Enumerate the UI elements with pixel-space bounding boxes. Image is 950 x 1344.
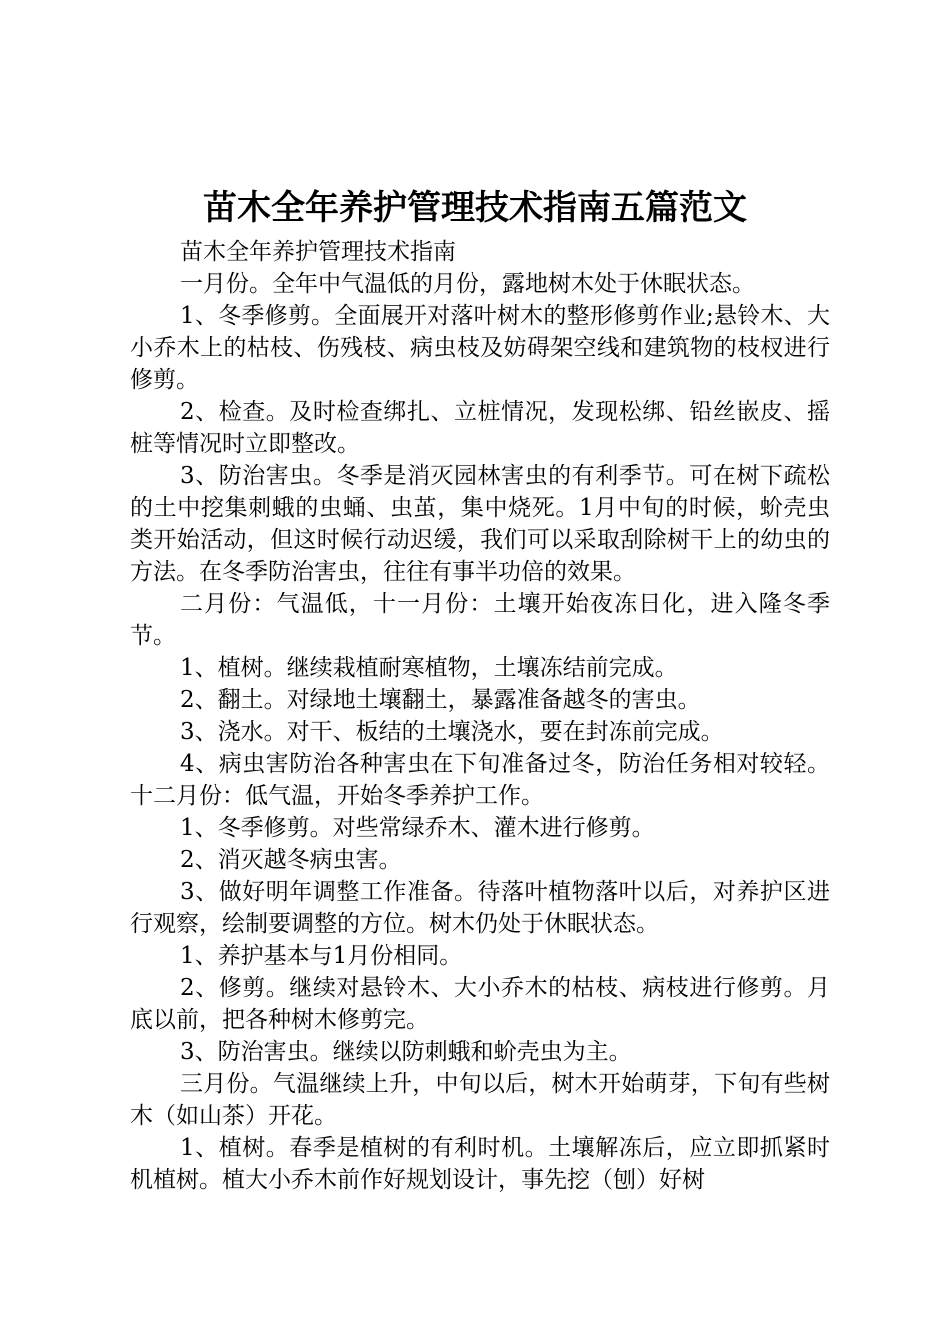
paragraph: 苗木全年养护管理技术指南 [180, 239, 456, 265]
paragraph: 2、翻土。对绿地土壤翻土，暴露准备越冬的害虫。 [180, 687, 701, 713]
paragraph: 二月份：气温低，十一月份：土壤开始夜冻日化，进入隆冬季节。 [130, 591, 830, 649]
paragraph: 1、冬季修剪。对些常绿乔木、灌木进行修剪。 [180, 815, 655, 841]
document-title: 苗木全年养护管理技术指南五篇范文 [203, 188, 747, 228]
paragraph: 2、检查。及时检查绑扎、立桩情况，发现松绑、铅丝嵌皮、摇桩等情况时立即整改。 [130, 399, 830, 457]
paragraph: 4、病虫害防治各种害虫在下旬准备过冬，防治任务相对较轻。十二月份：低气温，开始冬季养护工作。 [130, 751, 830, 809]
paragraph: 一月份。全年中气温低的月份，露地树木处于休眠状态。 [180, 271, 755, 297]
paragraph: 3、防治害虫。冬季是消灭园林害虫的有利季节。可在树下疏松的土中挖集刺蛾的虫蛹、虫茧，集中烧死。1月中旬的时候，蚧壳虫类开始活动，但这时候行动迟缓，我们可以采取刮除树干上的幼虫的方法。在冬季防治害虫，往往有事半功倍的效果。 [130, 463, 830, 585]
paragraph: 三月份。气温继续上升，中旬以后，树木开始萌芽，下旬有些树木（如山茶）开花。 [130, 1071, 830, 1129]
document-body [130, 236, 830, 1196]
paragraph: 3、做好明年调整工作准备。待落叶植物落叶以后，对养护区进行观察，绘制要调整的方位。树木仍处于休眠状态。 [130, 879, 830, 937]
paragraph: 3、防治害虫。继续以防刺蛾和蚧壳虫为主。 [180, 1039, 632, 1065]
paragraph: 1、养护基本与1月份相同。 [180, 943, 463, 969]
paragraph: 1、植树。春季是植树的有利时机。土壤解冻后，应立即抓紧时机植树。植大小乔木前作好规划设计，事先挖（刨）好树 [130, 1135, 830, 1193]
paragraph: 2、修剪。继续对悬铃木、大小乔木的枯枝、病枝进行修剪。月底以前，把各种树木修剪完。 [130, 975, 830, 1033]
paragraph: 2、消灭越冬病虫害。 [180, 847, 402, 873]
paragraph: 3、浇水。对干、板结的土壤浇水，要在封冻前完成。 [180, 719, 724, 745]
paragraph: 1、植树。继续栽植耐寒植物，土壤冻结前完成。 [180, 655, 678, 681]
paragraph: 1、冬季修剪。全面展开对落叶树木的整形修剪作业;悬铃木、大小乔木上的枯枝、伤残枝、病虫枝及妨碍架空线和建筑物的枝杈进行修剪。 [130, 303, 830, 393]
